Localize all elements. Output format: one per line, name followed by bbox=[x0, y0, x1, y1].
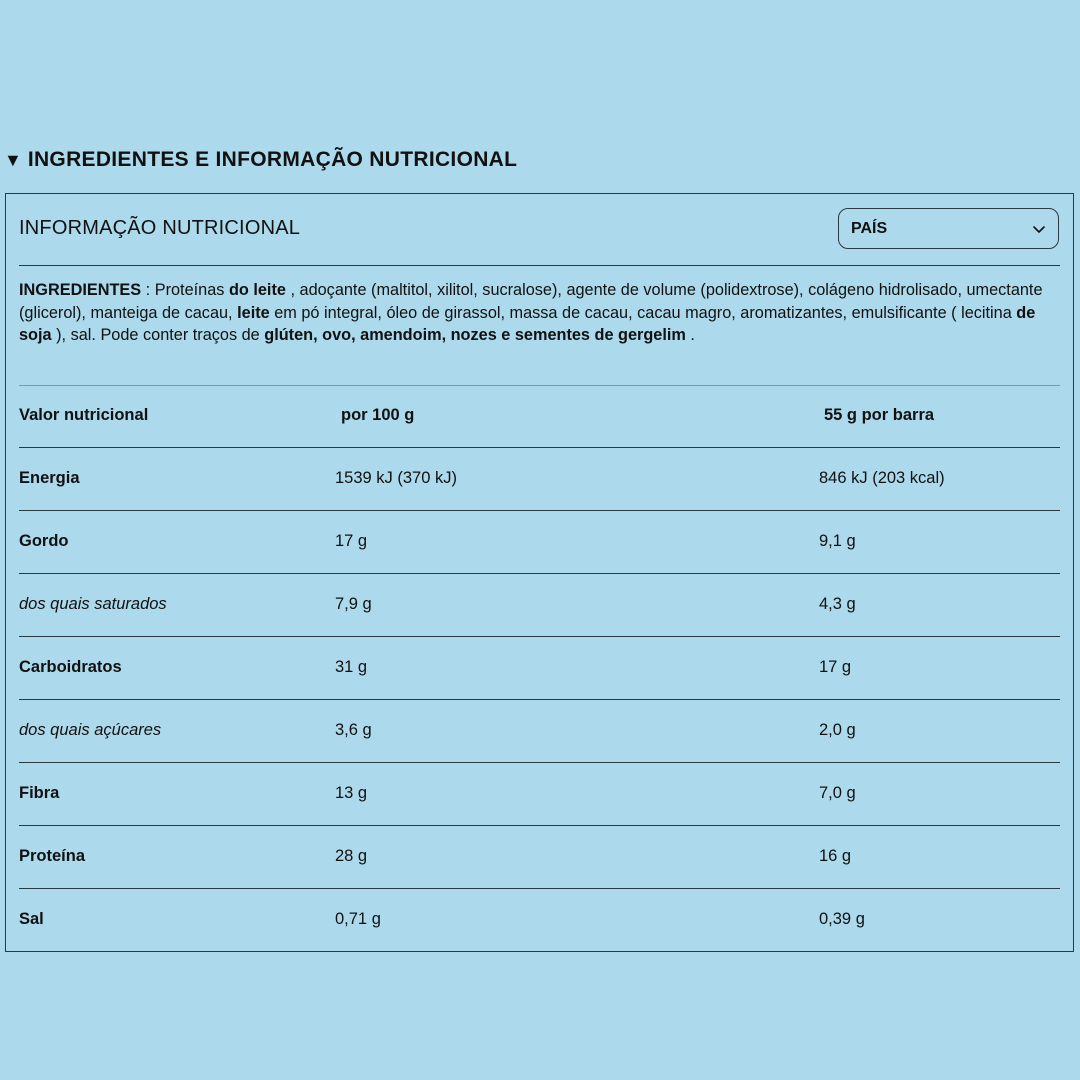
ingredients-allergen: do leite bbox=[228, 281, 286, 299]
table-row bbox=[19, 511, 1060, 574]
table-row bbox=[19, 826, 1060, 889]
ingredients-label: INGREDIENTES bbox=[19, 281, 142, 299]
ingredients-segment: ), sal. Pode conter traços de bbox=[51, 326, 265, 345]
table-row bbox=[19, 574, 1060, 637]
ingredients-allergen: leite bbox=[237, 303, 270, 322]
nutrition-panel bbox=[5, 193, 1074, 952]
value-per-100g: 0,71 g bbox=[335, 910, 381, 928]
table-row bbox=[19, 448, 1060, 511]
nutrient-name: Sal bbox=[19, 910, 44, 928]
ingredients-segment: . bbox=[685, 326, 695, 345]
value-per-100g: 17 g bbox=[335, 532, 368, 550]
table-row bbox=[19, 889, 1060, 952]
divider bbox=[19, 265, 1060, 266]
country-select[interactable] bbox=[838, 208, 1059, 249]
value-per-bar: 4,3 g bbox=[819, 595, 856, 613]
value-per-100g: 28 g bbox=[335, 847, 368, 865]
value-per-bar: 0,39 g bbox=[819, 910, 865, 928]
section-title: INGREDIENTES E INFORMAÇÃO NUTRICIONAL bbox=[27, 148, 518, 171]
value-per-bar: 9,1 g bbox=[819, 532, 856, 550]
nutrient-name: dos quais saturados bbox=[19, 595, 167, 613]
value-per-100g: 13 g bbox=[335, 784, 368, 802]
value-per-bar: 846 kJ (203 kcal) bbox=[819, 469, 945, 487]
header-nutrient: Valor nutricional bbox=[19, 406, 149, 424]
nutrient-name: Proteína bbox=[19, 847, 86, 865]
value-per-100g: 7,9 g bbox=[335, 595, 372, 613]
value-per-100g: 3,6 g bbox=[335, 721, 372, 739]
ingredients-allergen: glúten, ovo, amendoim, nozes e sementes de gergelim bbox=[264, 326, 686, 345]
ingredients-segment: , adoçante (maltitol, xilitol, sucralose), agente de volume (polidextrose), colágeno hidrolisado, umectante (glicerol), manteiga de cacau, bbox=[19, 281, 1043, 322]
nutrient-name: Carboidratos bbox=[19, 658, 122, 676]
table-row bbox=[19, 637, 1060, 700]
nutrient-name: dos quais açúcares bbox=[19, 721, 162, 739]
panel-header bbox=[6, 194, 1073, 265]
ingredients-segment: : Proteínas bbox=[141, 281, 229, 299]
ingredients-segment: em pó integral, óleo de girassol, massa de cacau, cacau magro, aromatizantes, emulsificante ( lecitina bbox=[269, 303, 1017, 322]
ingredients-allergen: de soja bbox=[19, 303, 1036, 345]
country-select-value: PAÍS bbox=[851, 219, 888, 237]
value-per-bar: 2,0 g bbox=[819, 721, 856, 739]
section-toggle[interactable] bbox=[4, 148, 517, 172]
nutrient-name: Energia bbox=[19, 469, 80, 487]
header-per-bar: 55 g por barra bbox=[824, 406, 935, 424]
value-per-bar: 16 g bbox=[819, 847, 852, 865]
value-per-100g: 31 g bbox=[335, 658, 368, 676]
nutrient-name: Gordo bbox=[19, 532, 69, 550]
value-per-bar: 7,0 g bbox=[819, 784, 856, 802]
table-row bbox=[19, 700, 1060, 763]
panel-title: INFORMAÇÃO NUTRICIONAL bbox=[19, 217, 301, 239]
nutrient-name: Fibra bbox=[19, 784, 60, 802]
value-per-100g: 1539 kJ (370 kJ) bbox=[335, 469, 457, 487]
table-row bbox=[19, 763, 1060, 826]
chevron-down-icon bbox=[1032, 222, 1046, 236]
header-per-100g: por 100 g bbox=[341, 406, 415, 424]
ingredients-text bbox=[19, 279, 1060, 347]
table-header-row bbox=[19, 385, 1060, 448]
triangle-down-icon: ▼ bbox=[4, 150, 22, 170]
ingredients-list bbox=[19, 281, 1043, 344]
value-per-bar: 17 g bbox=[819, 658, 852, 676]
